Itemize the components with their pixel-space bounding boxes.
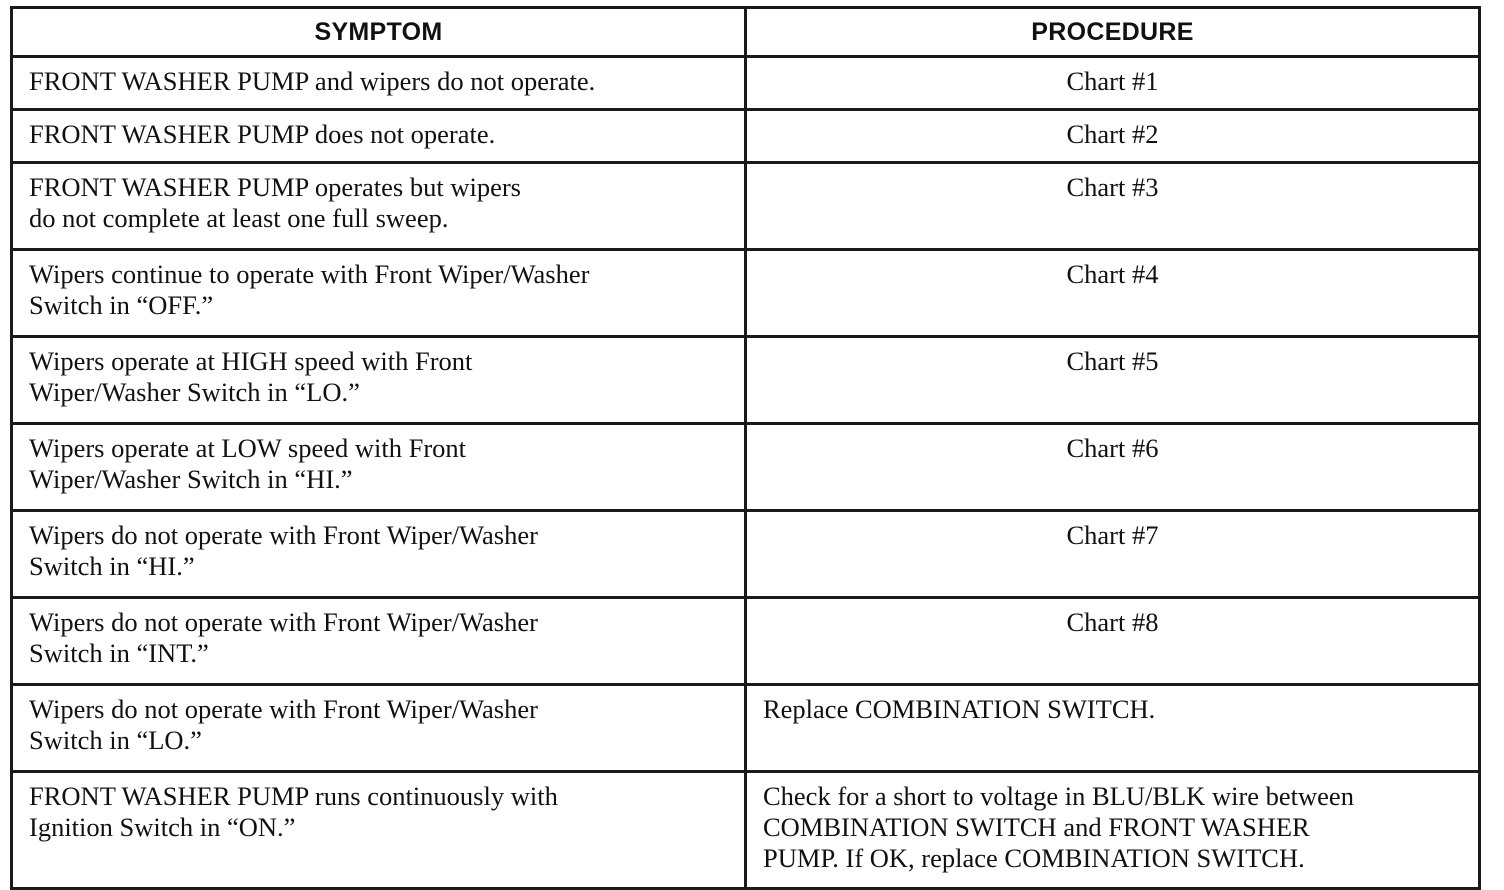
procedure-cell: Chart #3 [746, 163, 1480, 250]
table-row [12, 772, 1480, 889]
symptom-cell: Wipers do not operate with Front Wiper/Washer Switch in “LO.” [12, 685, 746, 772]
symptom-cell: FRONT WASHER PUMP runs continuously with Ignition Switch in “ON.” [12, 772, 746, 889]
table-row [12, 337, 1480, 424]
procedure-cell: Check for a short to voltage in BLU/BLK wire between COMBINATION SWITCH and FRONT WASHER PUMP. If OK, replace COMBINATION SWITCH. [746, 772, 1480, 889]
symptom-cell: FRONT WASHER PUMP and wipers do not operate. [12, 57, 746, 110]
symptom-column-header: SYMPTOM [12, 8, 746, 57]
procedure-cell: Replace COMBINATION SWITCH. [746, 685, 1480, 772]
table-row [12, 511, 1480, 598]
symptom-cell: FRONT WASHER PUMP operates but wipers do not complete at least one full sweep. [12, 163, 746, 250]
symptom-cell: Wipers operate at HIGH speed with Front Wiper/Washer Switch in “LO.” [12, 337, 746, 424]
table-row [12, 163, 1480, 250]
table-row [12, 685, 1480, 772]
procedure-cell: Chart #7 [746, 511, 1480, 598]
procedure-cell: Chart #8 [746, 598, 1480, 685]
table-row [12, 110, 1480, 163]
symptom-cell: Wipers do not operate with Front Wiper/Washer Switch in “INT.” [12, 598, 746, 685]
procedure-cell: Chart #6 [746, 424, 1480, 511]
procedure-cell: Chart #4 [746, 250, 1480, 337]
procedure-column-header: PROCEDURE [746, 8, 1480, 57]
header-row [12, 8, 1480, 57]
troubleshooting-table-container [10, 6, 1478, 890]
procedure-cell: Chart #1 [746, 57, 1480, 110]
symptom-cell: Wipers do not operate with Front Wiper/Washer Switch in “HI.” [12, 511, 746, 598]
table-row [12, 57, 1480, 110]
symptom-cell: FRONT WASHER PUMP does not operate. [12, 110, 746, 163]
table-row [12, 250, 1480, 337]
symptom-cell: Wipers continue to operate with Front Wiper/Washer Switch in “OFF.” [12, 250, 746, 337]
table-row [12, 424, 1480, 511]
table-row [12, 598, 1480, 685]
symptom-procedure-table [10, 6, 1481, 890]
symptom-cell: Wipers operate at LOW speed with Front Wiper/Washer Switch in “HI.” [12, 424, 746, 511]
procedure-cell: Chart #2 [746, 110, 1480, 163]
procedure-cell: Chart #5 [746, 337, 1480, 424]
